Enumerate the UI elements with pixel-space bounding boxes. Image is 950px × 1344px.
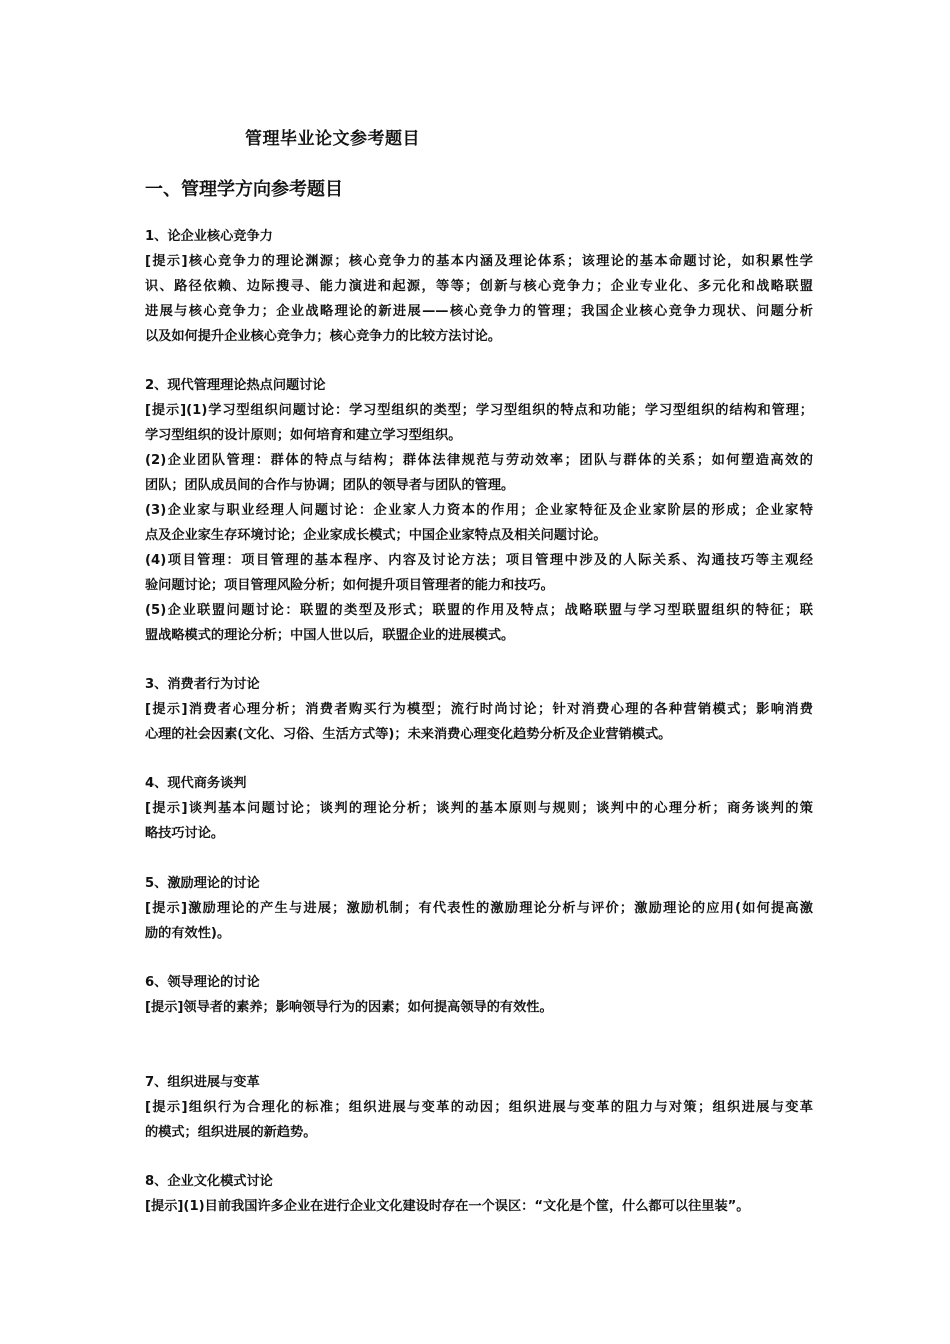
topic-7	[145, 1070, 813, 1145]
topic-3	[145, 672, 813, 747]
topic-line: [提示]组织行为合理化的标准；组织进展与变革的动因；组织进展与变革的阻力与对策；组织进展与变革	[145, 1100, 813, 1115]
topic-title: 4、现代商务谈判	[145, 776, 247, 791]
document-title: 管理毕业论文参考题目	[245, 129, 420, 149]
topic-line: [提示](1)目前我国许多企业在进行企业文化建设时存在一个误区：“文化是个筐，什么都可以往里装”。	[145, 1199, 750, 1214]
topic-line: 以及如何提升企业核心竞争力；核心竞争力的比较方法讨论。	[145, 329, 502, 344]
topic-line: 略技巧讨论。	[145, 826, 225, 841]
topic-line: 励的有效性)。	[145, 926, 231, 941]
topic-title: 7、组织进展与变革	[145, 1075, 260, 1090]
topic-line: 点及企业家生存环境讨论；企业家成长模式；中国企业家特点及相关问题讨论。	[145, 528, 607, 543]
topic-title: 5、激励理论的讨论	[145, 876, 260, 891]
topic-title: 8、企业文化模式讨论	[145, 1174, 273, 1189]
topic-line: 团队；团队成员间的合作与协调；团队的领导者与团队的管理。	[145, 478, 515, 493]
topic-title: 3、消费者行为讨论	[145, 677, 260, 692]
topic-line: [提示]领导者的素养；影响领导行为的因素；如何提高领导的有效性。	[145, 1000, 553, 1015]
topic-title: 1、论企业核心竞争力	[145, 229, 273, 244]
topic-line: 验问题讨论；项目管理风险分析；如何提升项目管理者的能力和技巧。	[145, 578, 554, 593]
topic-line: 识、路径依赖、边际搜寻、能力演进和起源，等等；创新与核心竞争力；企业专业化、多元化和战略联盟	[145, 279, 813, 294]
topic-title: 6、领导理论的讨论	[145, 975, 260, 990]
topic-title: 2、现代管理理论热点问题讨论	[145, 378, 326, 393]
topic-line: [提示]谈判基本问题讨论；谈判的理论分析；谈判的基本原则与规则；谈判中的心理分析；商务谈判的策	[145, 801, 813, 816]
topic-5	[145, 871, 813, 946]
topic-line: 盟战略模式的理论分析；中国人世以后，联盟企业的进展模式。	[145, 628, 515, 643]
topic-1	[145, 224, 813, 349]
topic-line: 学习型组织的设计原则；如何培育和建立学习型组织。	[145, 428, 462, 443]
topic-line: (3)企业家与职业经理人问题讨论：企业家人力资本的作用；企业家特征及企业家阶层的形成；企业家特	[145, 503, 813, 518]
topic-line: 的模式；组织进展的新趋势。	[145, 1125, 317, 1140]
topic-line: (5)企业联盟问题讨论：联盟的类型及形式；联盟的作用及特点；战略联盟与学习型联盟组织的特征；联	[145, 603, 813, 618]
topic-2	[145, 373, 813, 648]
topic-8	[145, 1169, 813, 1219]
topic-line: [提示]激励理论的产生与进展；激励机制；有代表性的激励理论分析与评价；激励理论的应用(如何提高激	[145, 901, 813, 916]
topic-line: 心理的社会因素(文化、习俗、生活方式等)；未来消费心理变化趋势分析及企业营销模式。	[145, 727, 672, 742]
topic-line: 进展与核心竞争力；企业战略理论的新进展——核心竞争力的管理；我国企业核心竞争力现状、问题分析	[145, 304, 813, 319]
topic-line: [提示]消费者心理分析；消费者购买行为模型；流行时尚讨论；针对消费心理的各种营销模式；影响消费	[145, 702, 813, 717]
topic-6	[145, 970, 813, 1020]
topic-line: (2)企业团队管理：群体的特点与结构；群体法律规范与劳动效率；团队与群体的关系；如何塑造高效的	[145, 453, 813, 468]
section-heading: 一、管理学方向参考题目	[145, 179, 343, 200]
topic-line: [提示](1)学习型组织问题讨论：学习型组织的类型；学习型组织的特点和功能；学习型组织的结构和管理；	[145, 403, 813, 418]
topic-4	[145, 771, 813, 846]
topic-line: [提示]核心竞争力的理论渊源；核心竞争力的基本内涵及理论体系；该理论的基本命题讨论，如积累性学	[145, 254, 813, 269]
topic-line: (4)项目管理：项目管理的基本程序、内容及讨论方法；项目管理中涉及的人际关系、沟通技巧等主观经	[145, 553, 813, 568]
